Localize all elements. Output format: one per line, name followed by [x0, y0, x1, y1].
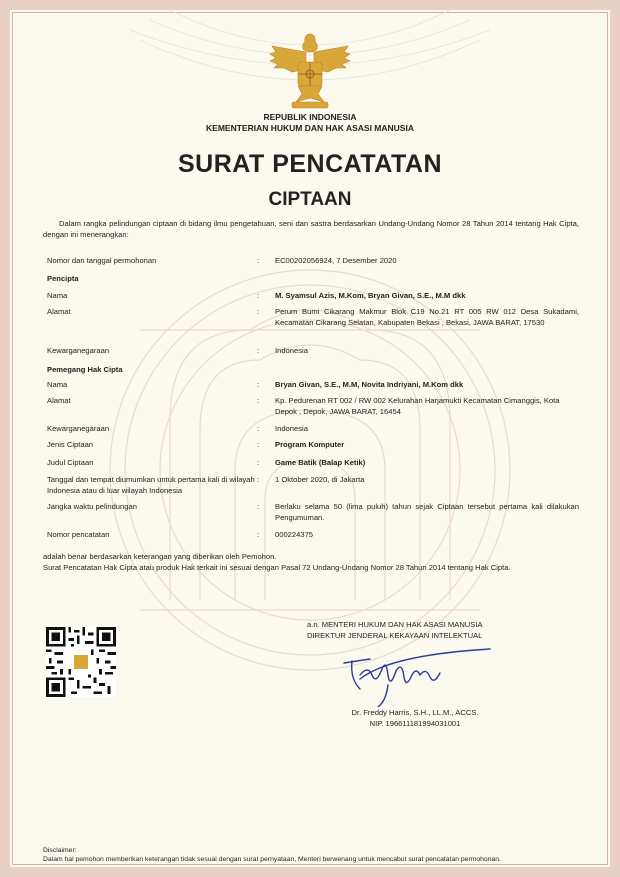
ministry-name: KEMENTERIAN HUKUM DAN HAK ASASI MANUSIA: [206, 123, 414, 133]
field-colon: :: [257, 396, 260, 405]
field-value: Program Komputer: [275, 440, 345, 449]
field-colon: :: [257, 424, 260, 433]
country-name: REPUBLIK INDONESIA: [263, 112, 357, 122]
pemegang-citizenship-row: [47, 424, 579, 435]
field-colon: :: [257, 530, 260, 539]
field-value: 000224375: [275, 530, 314, 539]
document-title: SURAT PENCATATAN: [178, 150, 442, 178]
field-colon: :: [257, 440, 260, 449]
field-label: Nomor dan tanggal permohonan: [47, 256, 157, 265]
field-label: Nama: [47, 291, 68, 300]
disclaimer-text: Dalam hal pemohon memberikan keterangan tidak sesuai dengan surat pernyataan, Menteri berwenang untuk mencabut surat pencatatan permohonan.: [43, 856, 501, 863]
record-number-row: [47, 530, 579, 541]
field-label: Nomor pencatatan: [47, 530, 110, 539]
disclaimer: [43, 846, 583, 864]
field-label: Tanggal dan tempat diumumkan untuk pertama kali di wilayah Indonesia atau di luar wilayah Indonesia: [47, 475, 255, 495]
pencipta-citizenship-row: [47, 346, 579, 357]
period-row: [47, 502, 579, 523]
field-label: Judul Ciptaan: [47, 458, 94, 467]
field-colon: :: [257, 475, 260, 484]
closing-line-1: adalah benar berdasarkan keterangan yang diberikan oleh Pemohon.: [43, 552, 277, 561]
document-subtitle: CIPTAAN: [268, 189, 352, 210]
field-colon: :: [257, 380, 260, 389]
field-colon: :: [257, 291, 260, 300]
field-value: Kp. Pedurenan RT 002 / RW 002 Kelurahan Harjamukti Kecamatan Cimanggis, Kota Depok , Depok, JAWA BARAT, 16454: [275, 396, 560, 416]
disclaimer-label: Disclaimer:: [43, 847, 77, 854]
signer-on-behalf: a.n. MENTERI HUKUM DAN HAK ASASI MANUSIA: [307, 620, 483, 629]
field-value: M. Syamsul Azis, M.Kom, Bryan Givan, S.E., M.M dkk: [275, 291, 466, 300]
pemegang-name-row: [47, 380, 579, 391]
field-value: Indonesia: [275, 424, 308, 433]
handwritten-signature: [330, 645, 500, 707]
qr-code-icon: [46, 627, 116, 697]
application-row: [47, 256, 579, 267]
field-label: Alamat: [47, 396, 71, 405]
field-colon: :: [257, 346, 260, 355]
pencipta-address-row: [47, 307, 579, 328]
field-value: EC00202056924, 7 Desember 2020: [275, 256, 397, 265]
field-colon: :: [257, 458, 260, 467]
qr-logo-icon: [74, 655, 88, 669]
closing-line-2: Surat Pencatatan Hak Cipta atau produk Hak terkait ini sesuai dengan Pasal 72 Undang-Undang Nomor 28 Tahun 2014 tentang Hak Cipta.: [43, 562, 511, 572]
signer-nip: NIP. 196611181994031001: [369, 719, 461, 728]
intro-paragraph: Dalam rangka pelindungan ciptaan di bidang ilmu pengetahuan, seni dan sastra berdasarkan Undang-Undang Nomor 28 Tahun 2014 tentang Hak Cipta, dengan ini menerangkan:: [43, 219, 579, 239]
signer-details: [300, 707, 530, 729]
field-label: Jenis Ciptaan: [47, 440, 94, 449]
field-label: Jangka waktu pelindungan: [47, 502, 137, 511]
pencipta-name-row: [47, 291, 579, 302]
field-label: Nama: [47, 380, 68, 389]
field-value: Bryan Givan, S.E., M.M, Novita Indriyani, M.Kom dkk: [275, 380, 464, 389]
garuda-emblem-icon: [262, 28, 358, 112]
issuer-header: [0, 112, 620, 134]
pemegang-address-row: [47, 396, 579, 417]
signer-position: DIREKTUR JENDERAL KEKAYAAN INTELEKTUAL: [307, 630, 483, 640]
field-colon: :: [257, 256, 260, 265]
field-label: Kewarganegaraan: [47, 424, 110, 433]
announce-row: [47, 475, 579, 496]
field-colon: :: [257, 307, 260, 316]
work-type-row: [47, 440, 579, 451]
field-colon: :: [257, 502, 260, 511]
field-value: 1 Oktober 2020, di Jakarta: [275, 475, 365, 484]
signature-block: [307, 620, 567, 641]
pencipta-heading: Pencipta: [47, 274, 79, 283]
field-value: Indonesia: [275, 346, 308, 355]
field-value: Game Batik (Balap Ketik): [275, 458, 366, 467]
work-title-row: [47, 458, 579, 469]
field-label: Alamat: [47, 307, 71, 316]
closing-statement: [43, 552, 579, 573]
field-label: Kewarganegaraan: [47, 346, 110, 355]
field-value: Berlaku selama 50 (lima puluh) tahun sejak Ciptaan tersebut pertama kali dilakukan Pengumuman.: [275, 502, 579, 522]
signer-name: Dr. Freddy Harris, S.H., LL.M., ACCS.: [351, 708, 479, 717]
pemegang-heading: Pemegang Hak Cipta: [47, 365, 123, 374]
field-value: Perum Bumi Cikarang Makmur Blok C19 No.21 RT 005 RW 012 Desa Sukadami, Kecamatan Cikarang Selatan, Kabupaten Bekasi , Bekasi, JAWA BARAT, 17530: [275, 307, 579, 327]
